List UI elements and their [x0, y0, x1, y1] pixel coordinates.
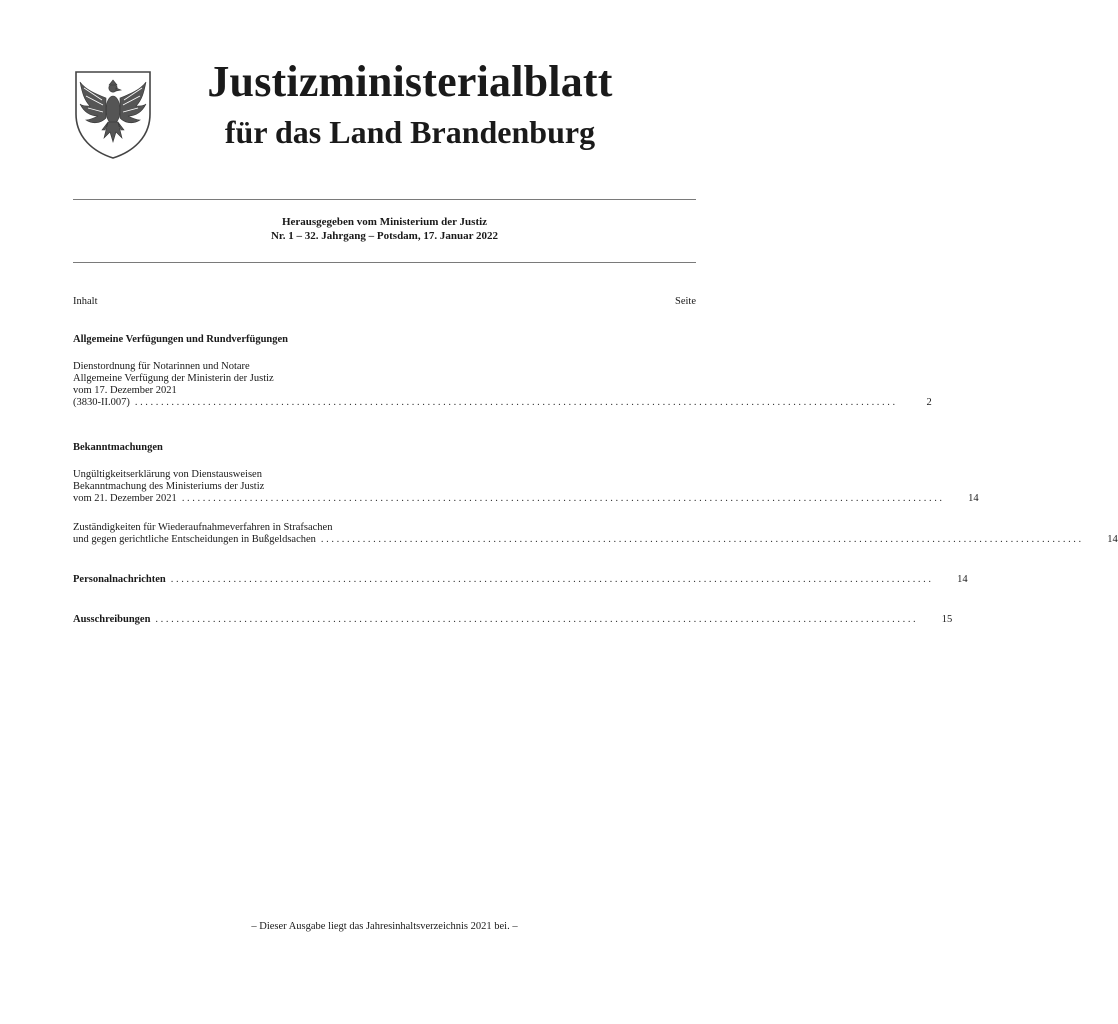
toc-page-number: 2: [926, 397, 932, 408]
toc-entry-line: Allgemeine Verfügung der Ministerin der Justiz: [73, 373, 274, 384]
contents-label: Inhalt: [73, 296, 98, 307]
dot-leader: ..................................................................................................................................................: [134, 397, 898, 408]
supplement-note: – Dieser Ausgabe liegt das Jahresinhaltsverzeichnis 2021 bei. –: [251, 921, 518, 932]
toc-section-title: Personalnachrichten: [73, 574, 166, 585]
page-column-label: Seite: [675, 296, 696, 307]
issue-line: Nr. 1 – 32. Jahrgang – Potsdam, 17. Januar 2022: [270, 230, 499, 242]
coat-of-arms-icon: [72, 68, 154, 160]
toc-entry-dienstausweise[interactable]: [73, 469, 979, 505]
publisher-line: Herausgegeben vom Ministerium der Justiz: [281, 216, 488, 228]
toc-entry-line: Bekanntmachung des Ministeriums der Justiz: [73, 481, 265, 492]
toc-entry-ausschreibungen[interactable]: [73, 614, 953, 626]
toc-page-number: 14: [968, 493, 979, 504]
toc-entry-line: vom 17. Dezember 2021: [73, 385, 177, 396]
dot-leader: ..................................................................................................................................................: [170, 574, 934, 585]
toc-entry-line: und gegen gerichtliche Entscheidungen in Bußgeldsachen: [73, 534, 316, 545]
toc-page-number: 14: [1107, 534, 1118, 545]
header-divider-bottom: [73, 262, 696, 263]
toc-entry-line: (3830-II.007): [73, 397, 130, 408]
section-title-bekanntmachungen: Bekanntmachungen: [73, 442, 163, 453]
toc-entry-line: vom 21. Dezember 2021: [73, 493, 177, 504]
dot-leader: ..................................................................................................................................................: [320, 534, 1084, 545]
toc-page-number: 15: [941, 614, 953, 625]
toc-entry-line: Ungültigkeitserklärung von Dienstausweisen: [73, 469, 262, 480]
dot-leader: ..................................................................................................................................................: [155, 614, 919, 625]
toc-page-number: 14: [957, 574, 968, 585]
journal-title: Justizministerialblatt: [207, 57, 613, 106]
header-divider-top: [73, 199, 696, 200]
toc-entry-dienstordnung[interactable]: [73, 361, 932, 409]
toc-entry-personalnachrichten[interactable]: [73, 574, 968, 586]
toc-entry-wiederaufnahmeverfahren[interactable]: [73, 522, 1118, 546]
toc-entry-line: Zuständigkeiten für Wiederaufnahmeverfahren in Strafsachen: [73, 522, 333, 533]
journal-subtitle: für das Land Brandenburg: [224, 114, 596, 150]
toc-section-title: Ausschreibungen: [73, 614, 151, 625]
section-title-allgemeine-verfuegungen: Allgemeine Verfügungen und Rundverfügungen: [73, 334, 288, 345]
dot-leader: ..................................................................................................................................................: [181, 493, 945, 504]
toc-entry-line: Dienstordnung für Notarinnen und Notare: [73, 361, 250, 372]
